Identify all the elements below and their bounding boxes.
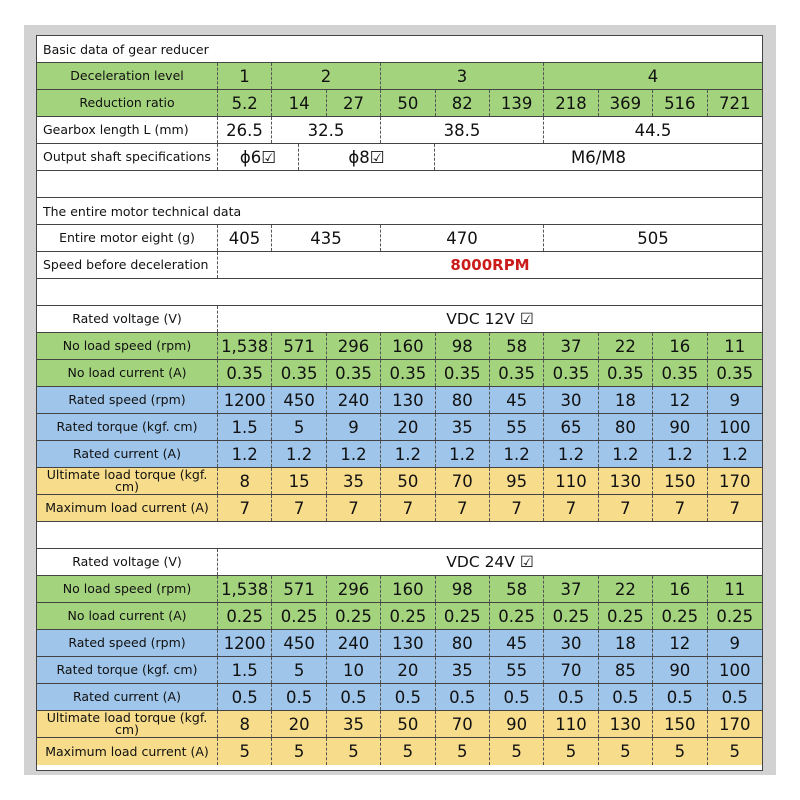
value-cell: 11 <box>724 579 746 599</box>
value-cell: 70 <box>544 657 598 683</box>
value-cell: 7 <box>490 495 544 521</box>
value-cell: 80 <box>436 630 490 656</box>
spec-row <box>37 360 762 387</box>
value-cell: 80 <box>599 414 653 440</box>
value-cell: 16 <box>653 333 707 359</box>
value-cell: 10 <box>327 657 381 683</box>
motor-weight-cell: 505 <box>637 228 669 248</box>
value-cell: 1,538 <box>218 576 272 602</box>
value-cell: 150 <box>653 468 707 494</box>
value-cell: 0.35 <box>436 360 490 386</box>
motor-weight-cell: 435 <box>272 225 381 251</box>
output-shaft-row <box>37 144 762 171</box>
value-cell: 12 <box>653 630 707 656</box>
spec-row-label: Rated speed (rpm) <box>37 387 218 413</box>
value-cell: 5 <box>599 738 653 765</box>
spec-row-cells <box>218 684 762 710</box>
gearbox-length-cell: 44.5 <box>634 120 672 140</box>
value-cell: 5 <box>218 738 272 765</box>
value-cell: 0.25 <box>327 603 381 629</box>
spec-row-cells <box>218 414 762 440</box>
value-cell: 50 <box>381 711 435 737</box>
reduction-ratio-label: Reduction ratio <box>37 90 218 116</box>
value-cell: 7 <box>544 495 598 521</box>
value-cell: 20 <box>381 414 435 440</box>
value-cell: 0.35 <box>218 360 272 386</box>
value-cell: 90 <box>653 414 707 440</box>
spec-row-cells <box>218 495 762 521</box>
value-cell: 5 <box>381 738 435 765</box>
rated-voltage-12v-row <box>37 306 762 333</box>
value-cell: 0.35 <box>381 360 435 386</box>
value-cell: 296 <box>327 333 381 359</box>
value-cell: 139 <box>490 90 544 116</box>
value-cell: 55 <box>490 657 544 683</box>
value-cell: 0.5 <box>653 684 707 710</box>
value-cell: 100 <box>718 660 751 680</box>
value-cell: 82 <box>436 90 490 116</box>
value-cell: 130 <box>381 630 435 656</box>
spec-row-cells <box>218 441 762 467</box>
output-shaft-cell: M6/M8 <box>570 147 627 167</box>
reduction-ratio-row <box>37 90 762 117</box>
spec-row-cells <box>218 360 762 386</box>
value-cell: 90 <box>653 657 707 683</box>
value-cell: 450 <box>272 387 326 413</box>
spec-row <box>37 630 762 657</box>
value-cell: 0.5 <box>599 684 653 710</box>
value-cell: 0.25 <box>381 603 435 629</box>
value-cell: 0.5 <box>327 684 381 710</box>
value-cell: 5 <box>436 738 490 765</box>
value-cell: 1.2 <box>599 441 653 467</box>
value-cell: 12 <box>653 387 707 413</box>
value-cell: 27 <box>327 90 381 116</box>
spec-row <box>37 576 762 603</box>
value-cell: 20 <box>381 657 435 683</box>
spec-row-label: No load current (A) <box>37 360 218 386</box>
spec-row-cells <box>218 657 762 683</box>
value-cell: 0.5 <box>381 684 435 710</box>
value-cell: 170 <box>718 471 751 491</box>
spec-row <box>37 387 762 414</box>
value-cell: 1.2 <box>272 441 326 467</box>
value-cell: 35 <box>436 414 490 440</box>
value-cell: 5 <box>272 657 326 683</box>
blank-row <box>37 171 762 198</box>
value-cell: 1.2 <box>327 441 381 467</box>
value-cell: 0.35 <box>327 360 381 386</box>
spec-row-label: Maximum load current (A) <box>37 495 218 521</box>
value-cell: 80 <box>436 387 490 413</box>
value-cell: 90 <box>490 711 544 737</box>
value-cell: 170 <box>718 714 751 734</box>
spec-row-label: Ultimate load torque (kgf. cm) <box>37 468 218 494</box>
motor-weight-row <box>37 225 762 252</box>
gearbox-length-cell: 26.5 <box>218 117 272 143</box>
value-cell: 70 <box>436 468 490 494</box>
value-cell: 5.2 <box>218 90 272 116</box>
value-cell: 5 <box>729 742 740 761</box>
motor-weight-label: Entire motor eight (g) <box>37 225 218 251</box>
value-cell: 58 <box>490 333 544 359</box>
value-cell: 100 <box>718 417 751 437</box>
value-cell: 369 <box>599 90 653 116</box>
spec-row <box>37 657 762 684</box>
value-cell: 0.5 <box>721 687 748 707</box>
value-cell: 85 <box>599 657 653 683</box>
value-cell: 0.35 <box>599 360 653 386</box>
deceleration-level-cell: 3 <box>381 63 544 89</box>
value-cell: 240 <box>327 387 381 413</box>
value-cell: 0.35 <box>544 360 598 386</box>
value-cell: 11 <box>724 336 746 356</box>
deceleration-level-cell: 1 <box>218 63 272 89</box>
spec-row-label: Ultimate load torque (kgf. cm) <box>37 711 218 737</box>
value-cell: 1200 <box>218 630 272 656</box>
value-cell: 35 <box>327 468 381 494</box>
value-cell: 7 <box>272 495 326 521</box>
spec-row-cells <box>218 387 762 413</box>
value-cell: 0.25 <box>218 603 272 629</box>
gearbox-length-label: Gearbox length L (mm) <box>37 117 218 143</box>
value-cell: 35 <box>436 657 490 683</box>
spec-row <box>37 738 762 765</box>
value-cell: 20 <box>272 711 326 737</box>
value-cell: 160 <box>381 333 435 359</box>
motor-weight-cell: 470 <box>381 225 544 251</box>
value-cell: 95 <box>490 468 544 494</box>
value-cell: 110 <box>544 711 598 737</box>
value-cell: 1.5 <box>218 657 272 683</box>
value-cell: 98 <box>436 576 490 602</box>
value-cell: 0.5 <box>544 684 598 710</box>
value-cell: 1.2 <box>653 441 707 467</box>
value-cell: 7 <box>599 495 653 521</box>
value-cell: 70 <box>436 711 490 737</box>
spec-row-cells <box>218 576 762 602</box>
value-cell: 1.2 <box>381 441 435 467</box>
value-cell: 22 <box>599 576 653 602</box>
spec-row-label: Rated torque (kgf. cm) <box>37 657 218 683</box>
value-cell: 516 <box>653 90 707 116</box>
spec-row-label: Rated speed (rpm) <box>37 630 218 656</box>
spec-row <box>37 684 762 711</box>
value-cell: 5 <box>327 738 381 765</box>
deceleration-level-label: Deceleration level <box>37 63 218 89</box>
value-cell: 130 <box>381 387 435 413</box>
spec-row-cells <box>218 603 762 629</box>
value-cell: 1.5 <box>218 414 272 440</box>
rated-voltage-24v-value: VDC 24V ☑ <box>446 553 534 571</box>
gear-section-title: Basic data of gear reducer <box>43 41 209 57</box>
value-cell: 8 <box>218 468 272 494</box>
deceleration-level-cell: 4 <box>647 66 659 86</box>
value-cell: 0.5 <box>272 684 326 710</box>
value-cell: 1,538 <box>218 333 272 359</box>
value-cell: 37 <box>544 576 598 602</box>
value-cell: 30 <box>544 630 598 656</box>
value-cell: 0.25 <box>544 603 598 629</box>
value-cell: 18 <box>599 630 653 656</box>
value-cell: 240 <box>327 630 381 656</box>
value-cell: 9 <box>327 414 381 440</box>
value-cell: 58 <box>490 576 544 602</box>
spec-table <box>36 35 763 771</box>
value-cell: 55 <box>490 414 544 440</box>
spec-row <box>37 711 762 738</box>
motor-section-title-row <box>37 198 762 225</box>
value-cell: 5 <box>272 414 326 440</box>
value-cell: 130 <box>599 711 653 737</box>
blank-row <box>37 279 762 306</box>
value-cell: 150 <box>653 711 707 737</box>
value-cell: 37 <box>544 333 598 359</box>
value-cell: 0.35 <box>490 360 544 386</box>
value-cell: 1.2 <box>721 444 748 464</box>
spec-row-cells <box>218 333 762 359</box>
value-cell: 35 <box>327 711 381 737</box>
value-cell: 1.2 <box>544 441 598 467</box>
deceleration-level-row <box>37 63 762 90</box>
spec-row <box>37 414 762 441</box>
spec-row <box>37 495 762 522</box>
value-cell: 30 <box>544 387 598 413</box>
output-shaft-cell: ϕ6☑ <box>218 144 299 170</box>
spec-row <box>37 333 762 360</box>
spec-row-cells <box>218 630 762 656</box>
value-cell: 0.25 <box>653 603 707 629</box>
value-cell: 0.35 <box>716 363 754 383</box>
rated-voltage-12v-value: VDC 12V ☑ <box>446 310 534 328</box>
value-cell: 1.2 <box>436 441 490 467</box>
motor-section-title: The entire motor technical data <box>43 203 242 219</box>
motor-weight-cell: 405 <box>218 225 272 251</box>
value-cell: 160 <box>381 576 435 602</box>
value-cell: 65 <box>544 414 598 440</box>
speed-before-deceleration-row <box>37 252 762 279</box>
value-cell: 450 <box>272 630 326 656</box>
spec-row-label: No load speed (rpm) <box>37 576 218 602</box>
value-cell: 0.5 <box>218 684 272 710</box>
value-cell: 218 <box>544 90 598 116</box>
gearbox-length-row <box>37 117 762 144</box>
value-cell: 9 <box>729 633 740 653</box>
spec-row-label: Rated current (A) <box>37 441 218 467</box>
value-cell: 15 <box>272 468 326 494</box>
value-cell: 7 <box>327 495 381 521</box>
value-cell: 0.25 <box>436 603 490 629</box>
spec-row <box>37 603 762 630</box>
value-cell: 5 <box>490 738 544 765</box>
value-cell: 7 <box>653 495 707 521</box>
value-cell: 721 <box>718 93 751 113</box>
value-cell: 7 <box>729 498 740 518</box>
value-cell: 0.35 <box>272 360 326 386</box>
value-cell: 7 <box>436 495 490 521</box>
value-cell: 14 <box>272 90 326 116</box>
value-cell: 98 <box>436 333 490 359</box>
rated-voltage-label: Rated voltage (V) <box>37 549 218 575</box>
value-cell: 45 <box>490 387 544 413</box>
reduction-ratio-cells <box>218 90 762 116</box>
value-cell: 18 <box>599 387 653 413</box>
value-cell: 0.25 <box>716 606 754 626</box>
spec-row-cells <box>218 468 762 494</box>
value-cell: 22 <box>599 333 653 359</box>
value-cell: 5 <box>272 738 326 765</box>
spec-row-label: Rated torque (kgf. cm) <box>37 414 218 440</box>
value-cell: 571 <box>272 576 326 602</box>
value-cell: 7 <box>218 495 272 521</box>
spec-row-label: No load current (A) <box>37 603 218 629</box>
spec-row-cells <box>218 738 762 765</box>
value-cell: 0.35 <box>653 360 707 386</box>
value-cell: 571 <box>272 333 326 359</box>
value-cell: 45 <box>490 630 544 656</box>
spec-row-label: Rated current (A) <box>37 684 218 710</box>
rated-voltage-label: Rated voltage (V) <box>37 306 218 332</box>
value-cell: 130 <box>599 468 653 494</box>
value-cell: 0.5 <box>490 684 544 710</box>
value-cell: 296 <box>327 576 381 602</box>
value-cell: 1.2 <box>218 441 272 467</box>
deceleration-level-cell: 2 <box>272 63 381 89</box>
value-cell: 0.5 <box>436 684 490 710</box>
value-cell: 1200 <box>218 387 272 413</box>
rated-voltage-24v-row <box>37 549 762 576</box>
value-cell: 0.25 <box>272 603 326 629</box>
value-cell: 50 <box>381 90 435 116</box>
value-cell: 7 <box>381 495 435 521</box>
value-cell: 1.2 <box>490 441 544 467</box>
speed-before-deceleration-label: Speed before deceleration <box>37 252 218 278</box>
gearbox-length-cell: 38.5 <box>381 117 544 143</box>
value-cell: 8 <box>218 711 272 737</box>
spec-row-label: Maximum load current (A) <box>37 738 218 765</box>
value-cell: 5 <box>653 738 707 765</box>
blank-row <box>37 522 762 549</box>
gearbox-length-cell: 32.5 <box>272 117 381 143</box>
spec-row <box>37 468 762 495</box>
output-shaft-label: Output shaft specifications <box>37 144 218 170</box>
value-cell: 0.25 <box>599 603 653 629</box>
value-cell: 50 <box>381 468 435 494</box>
spec-row-label: No load speed (rpm) <box>37 333 218 359</box>
spec-row-cells <box>218 711 762 737</box>
speed-before-deceleration-value: 8000RPM <box>450 256 530 274</box>
output-shaft-cell: ϕ8☑ <box>299 144 435 170</box>
value-cell: 0.25 <box>490 603 544 629</box>
value-cell: 110 <box>544 468 598 494</box>
value-cell: 5 <box>544 738 598 765</box>
value-cell: 16 <box>653 576 707 602</box>
gear-section-title-row <box>37 36 762 63</box>
value-cell: 9 <box>729 390 740 410</box>
spec-row <box>37 441 762 468</box>
